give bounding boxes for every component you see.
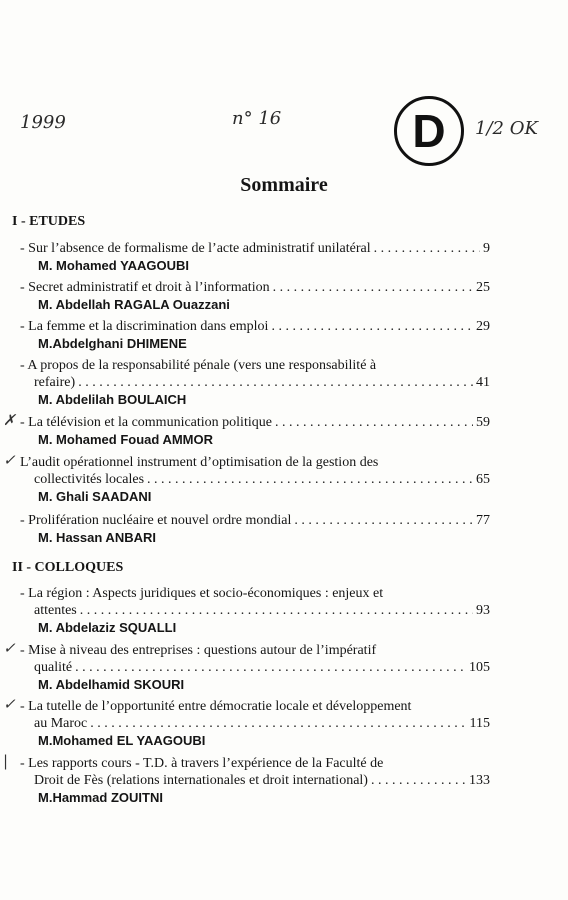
page-number: 59	[476, 415, 490, 430]
handwritten-mark: ✓	[3, 639, 16, 657]
leader-dots	[78, 374, 473, 391]
leader-dots	[275, 414, 473, 431]
entry-title-line: - A propos de la responsabilité pénale (vers une responsabilité à	[20, 358, 377, 373]
entry-author: M. Abdelilah BOULAICH	[38, 392, 187, 407]
handwritten-number: n° 16	[232, 108, 282, 129]
toc-entry	[3, 695, 490, 749]
entry-author: M. Ghali SAADANI	[38, 489, 152, 504]
entry-author: M. Mohamed Fouad AMMOR	[38, 432, 214, 447]
handwritten-mark: |	[3, 752, 9, 770]
entry-title-line: - Secret administratif et droit à l’information	[20, 280, 270, 295]
page-number: 65	[476, 472, 490, 487]
handwritten-mark: ✗	[3, 411, 16, 429]
entry-title-line: au Maroc	[34, 716, 88, 731]
toc-entry	[3, 639, 490, 693]
page-number: 29	[476, 319, 490, 334]
leader-dots	[80, 602, 473, 619]
page-number: 41	[476, 375, 490, 390]
page-number: 105	[469, 660, 490, 675]
leader-dots	[371, 772, 466, 789]
page-number: 25	[476, 280, 490, 295]
handwritten-mark: ✓	[3, 451, 16, 469]
entry-author: M. Abdelaziz SQUALLI	[38, 620, 177, 635]
page-number: 77	[476, 513, 490, 528]
entry-title-line: - Les rapports cours - T.D. à travers l’expérience de la Faculté de	[20, 756, 384, 771]
entry-author: M. Mohamed YAAGOUBI	[38, 258, 189, 273]
handwritten-year: 1999	[20, 112, 66, 133]
entry-title-line: collectivités locales	[34, 472, 145, 487]
entry-author: M.Abdelghani DHIMENE	[38, 336, 187, 351]
handwritten-note: 1/2 OK	[475, 118, 538, 139]
entry-author: M. Abdellah RAGALA Ouazzani	[38, 297, 230, 312]
entry-title-line: Droit de Fès (relations internationales et droit international)	[34, 773, 368, 788]
entry-title-line: - La femme et la discrimination dans emploi	[20, 319, 269, 334]
leader-dots	[271, 318, 473, 335]
entry-title-line: - La région : Aspects juridiques et socio-économiques : enjeux et	[20, 586, 384, 601]
toc-entry	[3, 451, 490, 505]
entry-author: M. Abdelhamid SKOURI	[38, 677, 185, 692]
toc-entry	[20, 318, 490, 352]
section-heading: I - ETUDES	[12, 214, 86, 229]
toc-entry	[3, 411, 490, 448]
leader-dots	[374, 240, 480, 257]
entry-title-line: - La télévision et la communication politique	[20, 415, 272, 430]
page-title: Sommaire	[240, 174, 328, 196]
page-number: 93	[476, 603, 490, 618]
leader-dots	[273, 279, 473, 296]
entry-author: M. Hassan ANBARI	[38, 530, 156, 545]
entry-author: M.Mohamed EL YAAGOUBI	[38, 733, 206, 748]
stamp-letter: D	[394, 96, 464, 166]
toc-entry	[3, 752, 490, 806]
page-number: 133	[469, 773, 490, 788]
entry-title-line: - La tutelle de l’opportunité entre démocratie locale et développement	[20, 699, 412, 714]
leader-dots	[75, 659, 466, 676]
entry-author: M.Hammad ZOUITNI	[38, 790, 163, 805]
entry-title-line: - Prolifération nucléaire et nouvel ordre mondial	[20, 513, 292, 528]
toc-entry	[20, 512, 490, 546]
entry-title-line: L’audit opérationnel instrument d’optimisation de la gestion des	[20, 455, 379, 470]
leader-dots	[294, 512, 473, 529]
page-number: 9	[483, 241, 490, 256]
entry-title-line: - Sur l’absence de formalisme de l’acte administratif unilatéral	[20, 241, 371, 256]
entry-title-line: attentes	[34, 603, 77, 618]
section-heading: II - COLLOQUES	[12, 560, 124, 575]
toc-entry	[20, 585, 490, 636]
handwritten-mark: ✓	[3, 695, 16, 713]
toc-entry	[20, 357, 490, 408]
leader-dots	[147, 471, 473, 488]
entry-title-line: - Mise à niveau des entreprises : questions autour de l’impératif	[20, 643, 377, 658]
page-number: 115	[469, 716, 490, 731]
toc-entry	[20, 279, 490, 313]
entry-title-line: refaire)	[34, 375, 76, 390]
entry-title-line: qualité	[34, 660, 73, 675]
toc-entry	[20, 240, 490, 274]
leader-dots	[90, 715, 466, 732]
